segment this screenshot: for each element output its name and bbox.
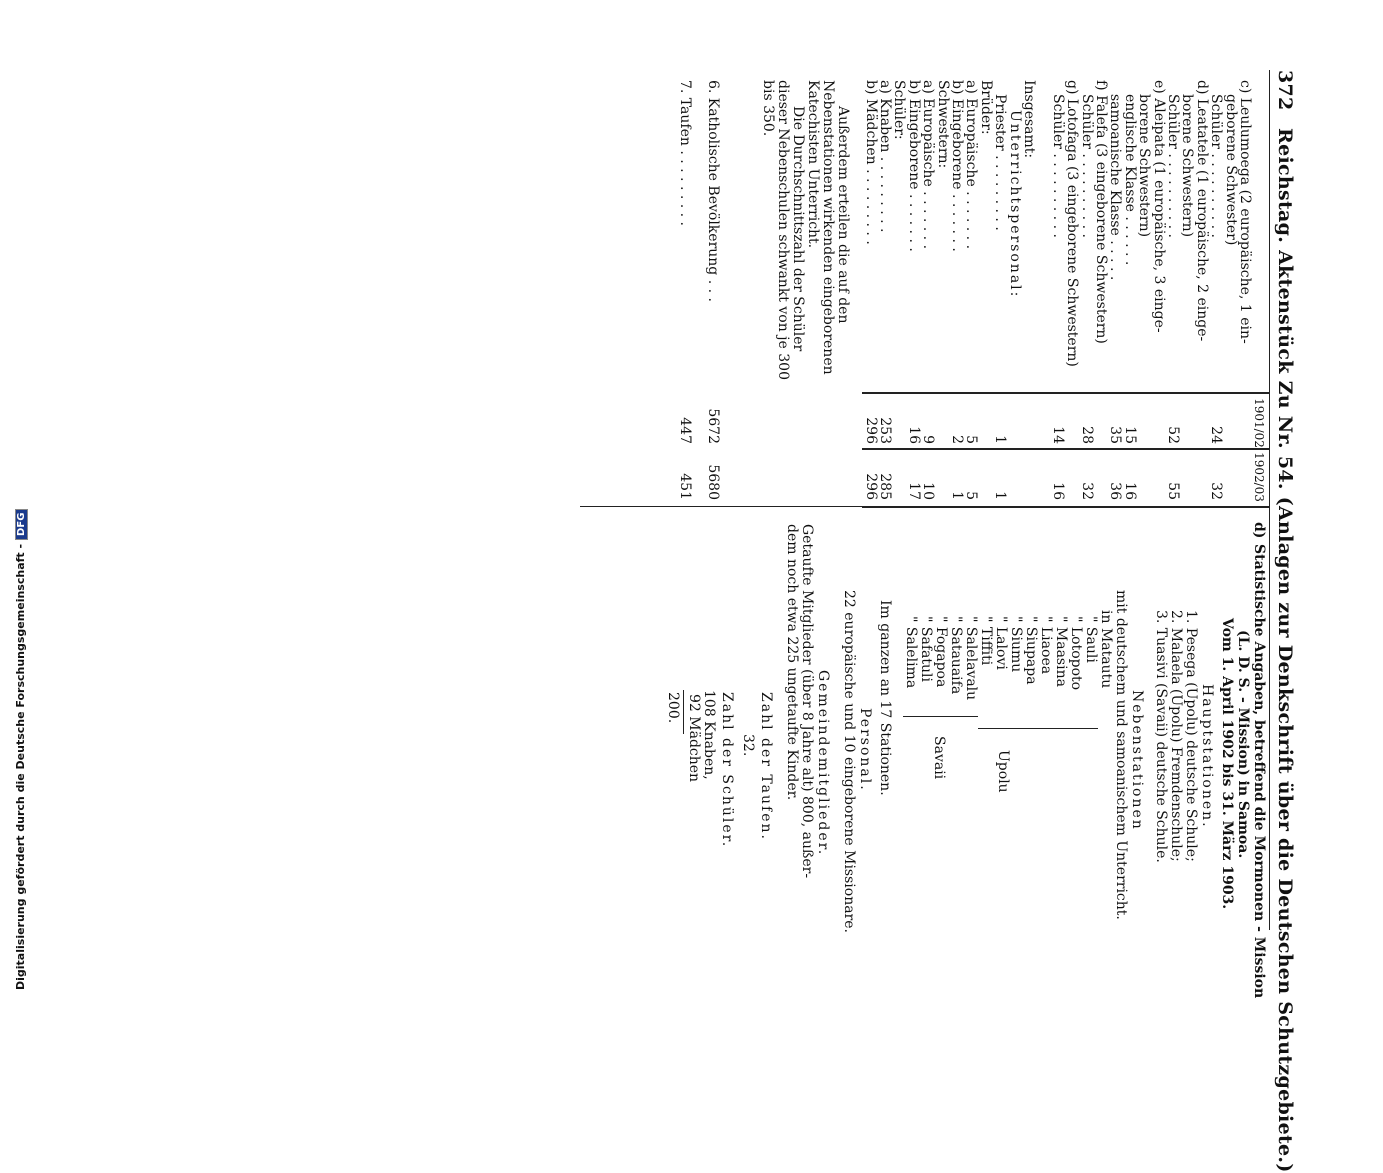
row-baptisms: 7. Taufen . . . . . . . . . xyxy=(677,80,693,227)
label-upolu: Upolu xyxy=(995,750,1011,793)
table-row-label: e) Aleipata (1 europäische, 3 einge- xyxy=(1150,80,1167,333)
station-item: " Lotopoto xyxy=(1068,616,1084,691)
station-item: " Lalovi xyxy=(993,616,1009,670)
neben-title: Nebenstationen xyxy=(1129,690,1145,831)
neben-sub-2: in Matautu xyxy=(1098,610,1114,689)
table-row-value-1901: 52 xyxy=(1165,426,1181,444)
table-divider-left xyxy=(862,392,1270,394)
table-row-label: f) Falefa (3 eingeborene Schwestern) xyxy=(1093,80,1109,344)
table-row-label: samoanische Klasse . . . . . xyxy=(1107,94,1124,281)
table-row-label: Schüler . . . . . . . . . . xyxy=(1078,94,1095,238)
taufen-value: 32. xyxy=(740,734,756,757)
table-row-label: Insgesamt: xyxy=(1021,80,1037,159)
haupt-line-2: 2. Malaela (Upolu) Fremdenschule; xyxy=(1168,610,1184,862)
station-item: " Satauaifa xyxy=(948,616,964,695)
table-row-value-1901: 2 xyxy=(949,435,965,444)
note-line: Nebenstationen wirkenden eingeborenen xyxy=(820,80,836,375)
table-row-value-1901: 15 xyxy=(1121,426,1138,444)
table-row-label: Priester . . . . . . . . . xyxy=(992,94,1009,231)
table-row-value-1901: 14 xyxy=(1049,426,1066,444)
row7-value-1902: 451 xyxy=(677,473,693,500)
table-row-value-1902: 1 xyxy=(992,491,1009,500)
schueler-title: Zahl der Schüler. xyxy=(719,692,735,849)
haupt-line-3: 3. Tuasivi (Savaii) deutsche Schule. xyxy=(1153,610,1169,863)
taufen-title: Zahl der Taufen. xyxy=(758,692,774,841)
note-line: dieser Nebenschulen schwankt von je 300 xyxy=(775,80,791,380)
table-row-value-1901: 9 xyxy=(920,435,937,444)
station-item: " Liaoea xyxy=(1038,616,1054,675)
col-head-1902: 1902/03 xyxy=(1252,452,1266,502)
station-item: " Salelavalu xyxy=(963,616,979,701)
station-item: " Safatuli xyxy=(918,616,934,682)
col-head-1901: 1901/02 xyxy=(1252,398,1266,448)
row6-value-1901: 5672 xyxy=(705,408,721,444)
table-row-value-1901: 16 xyxy=(905,426,922,444)
note-line: bis 350. xyxy=(760,80,776,137)
station-item: " Salelima xyxy=(903,616,919,689)
table-row-value-1902: 296 xyxy=(862,473,879,500)
table-row-label: b) Mädchen . . . . . . . . . xyxy=(862,80,879,245)
column-separator xyxy=(580,506,1270,507)
schueler-total: 200. xyxy=(665,692,681,724)
table-row-label: geborene Schwester) xyxy=(1222,94,1239,246)
table-row-label: Schüler: xyxy=(891,80,908,140)
gemeinde-title: Gemeindemitglieder. xyxy=(815,670,831,857)
table-row-value-1901: 35 xyxy=(1107,426,1124,444)
note-line: Katechisten Unterricht. xyxy=(805,80,821,249)
page-header-title: Reichstag. Aktenstück Zu Nr. 54. (Anlagen zur Denkschrift über die Deutschen Schutzgebiete.) xyxy=(1274,128,1296,1173)
row7-value-1901: 447 xyxy=(677,417,693,444)
station-item: " Maasina xyxy=(1053,616,1069,687)
savaii-brace xyxy=(903,716,978,723)
table-row-value-1902: 55 xyxy=(1165,482,1181,500)
table-row-label: a) Europäische . . . . . . . xyxy=(963,80,980,250)
station-item: " Tiffiti xyxy=(978,616,994,666)
row-catholic-population: 6. Katholische Bevölkerung . . . xyxy=(705,80,721,302)
station-item: " Fogapoa xyxy=(933,616,949,688)
table-row-value-1901: 5 xyxy=(963,435,980,444)
table-row-value-1902: 17 xyxy=(905,482,922,500)
upolu-brace xyxy=(978,728,1098,735)
table-row-value-1901: 24 xyxy=(1208,426,1225,444)
mormon-heading-prefix: d) xyxy=(1251,522,1267,539)
neben-sub-1: mit deutschem und samoanischem Unterricht. xyxy=(1113,590,1129,920)
table-row-value-1902: 36 xyxy=(1107,482,1124,500)
personal-text: 22 europäische und 10 eingeborene Missionare. xyxy=(841,590,857,933)
table-row-value-1902: 16 xyxy=(1049,482,1066,500)
table-row-label: englische Klasse . . . . . . xyxy=(1121,94,1138,266)
table-row-value-1902: 1 xyxy=(949,491,965,500)
note-line: Außerdem erteilen die auf den xyxy=(835,106,851,324)
rotated-page xyxy=(580,70,1300,1173)
table-row-label: borene Schwestern) xyxy=(1136,94,1153,238)
table-row-label: b) Eingeborene . . . . . . . xyxy=(949,80,965,252)
mormon-heading-2: (L. D. S. - Mission) in Samoa. xyxy=(1235,630,1251,859)
table-row-value-1901: 296 xyxy=(862,417,879,444)
table-row-label: g) Lotofaga (3 eingeborene Schwestern) xyxy=(1064,80,1081,367)
total-stations: Im ganzen an 17 Stationen. xyxy=(877,600,893,796)
page-number: 372 xyxy=(1274,70,1296,111)
table-row-label: a) Knaben . . . . . . . . . xyxy=(877,80,893,233)
gemeinde-line-1: Getaufte Mitglieder (über 8 Jahre alt) 800, außer- xyxy=(799,524,815,879)
table-row-value-1901: 28 xyxy=(1078,426,1095,444)
mormon-heading-1: Statistische Angaben, betreffend die Mormonen - Mission xyxy=(1251,544,1267,999)
table-row-label: Brüder: xyxy=(977,80,994,135)
note-line: Die Durchschnittszahl der Schüler xyxy=(790,106,806,352)
station-item: " Sauli xyxy=(1083,616,1099,663)
table-row-label: borene Schwestern) xyxy=(1179,94,1196,238)
table-row-label: Unterrichtspersonal: xyxy=(1006,110,1023,299)
station-item: " Siumu xyxy=(1008,616,1024,673)
haupt-line-1: 1. Pesega (Upolu) deutsche Schule; xyxy=(1183,610,1199,862)
mormon-heading-3: Vom 1. April 1902 bis 31. März 1903. xyxy=(1219,618,1235,910)
table-row-label: Schüler . . . . . . . . . . xyxy=(1208,94,1225,238)
label-savaii: Savaii xyxy=(931,736,947,780)
schueler-boys: 108 Knaben, xyxy=(701,690,717,780)
digitization-footer xyxy=(14,90,28,990)
footer-text: Digitalisierung gefördert durch die Deutsche Forschungsgemeinschaft - xyxy=(14,543,27,990)
schueler-sum-rule xyxy=(683,690,684,734)
personal-title: Personal. xyxy=(857,708,873,792)
table-row-label: a) Europäische . . . . . . . xyxy=(920,80,937,250)
row6-value-1902: 5680 xyxy=(705,464,721,500)
header-rule xyxy=(1269,70,1270,930)
station-item: " Siupapa xyxy=(1023,616,1039,685)
table-row-value-1901: 253 xyxy=(877,417,893,444)
table-row-value-1902: 32 xyxy=(1078,482,1095,500)
table-row-label: b) Eingeborene . . . . . . . xyxy=(905,80,922,252)
table-row-label: Schüler . . . . . . . . . . xyxy=(1049,94,1066,238)
table-row-label: Schüler . . . . . . . . . . xyxy=(1165,94,1181,238)
table-divider-mid xyxy=(862,448,1270,450)
table-row-value-1902: 10 xyxy=(920,482,937,500)
table-row-value-1902: 5 xyxy=(963,491,980,500)
table-row-value-1901: 1 xyxy=(992,435,1009,444)
table-row-value-1902: 16 xyxy=(1121,482,1138,500)
table-row-label: d) Leatatele (1 europäische, 2 einge- xyxy=(1193,80,1210,342)
gemeinde-line-2: dem noch etwa 225 ungetaufte Kinder. xyxy=(784,524,800,801)
table-row-value-1902: 285 xyxy=(877,473,893,500)
table-row-value-1902: 32 xyxy=(1208,482,1225,500)
schueler-girls: 92 Mädchen xyxy=(686,694,702,783)
table-row-label: c) Leulumoega (2 europäische, 1 ein- xyxy=(1237,80,1253,344)
dfg-logo: DFG xyxy=(15,509,28,540)
haupt-title: Hauptstationen. xyxy=(1199,684,1215,829)
table-row-label: Schwestern: xyxy=(934,80,951,169)
